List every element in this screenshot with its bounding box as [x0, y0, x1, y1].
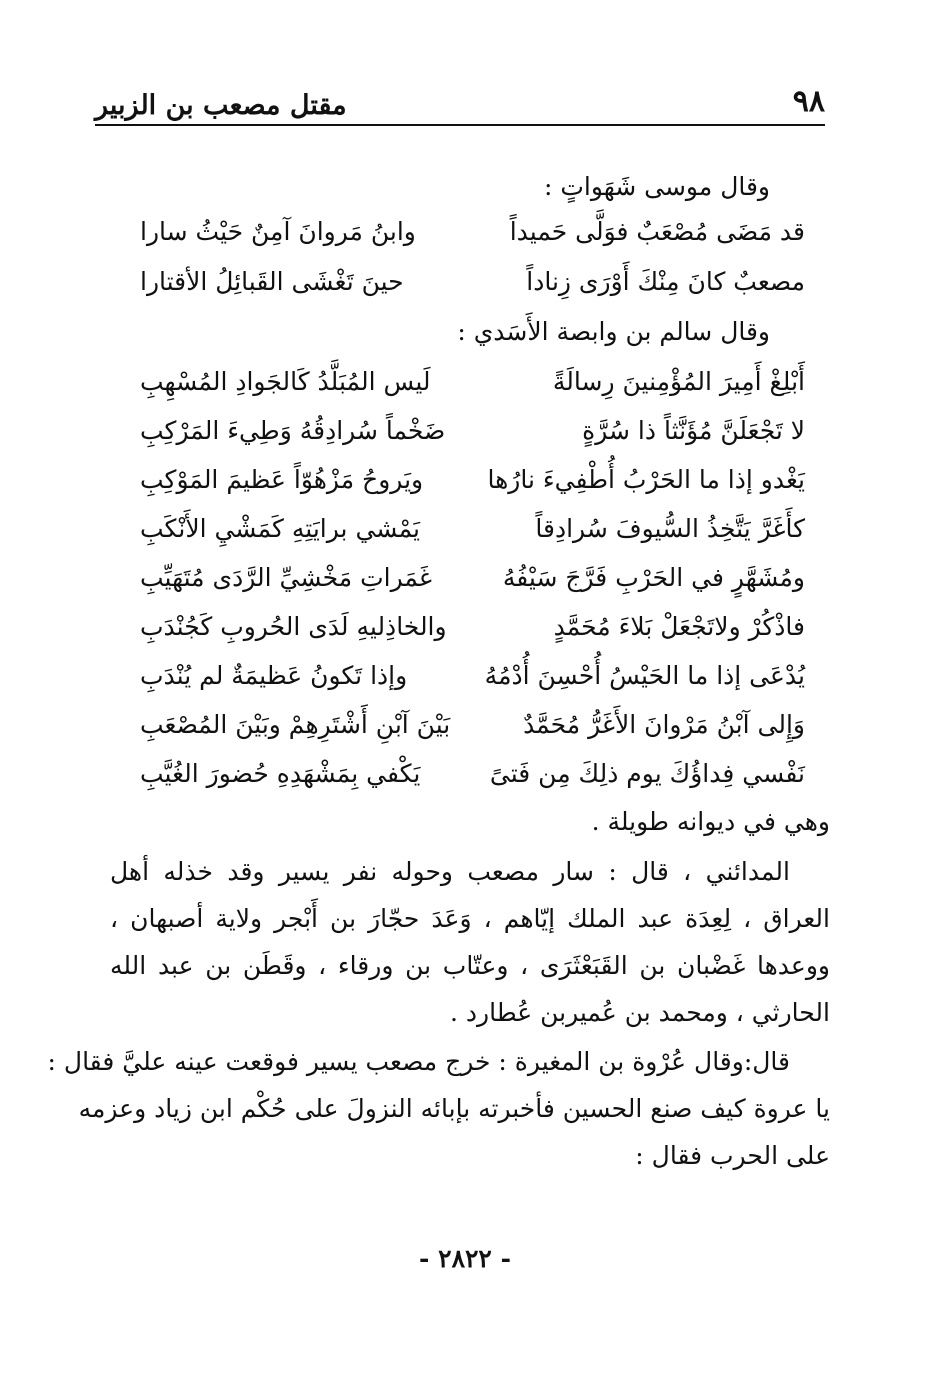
verse-line — [130, 558, 805, 598]
verse-first-hemistich: قد مَضَى مُصْعَبٌ فوَلَّى حَميداً — [509, 217, 805, 246]
verse-second-hemistich: ضَخْماً سُرادِقُهُ وَطِيءَ المَرْكِبِ — [140, 416, 446, 445]
verse-first-hemistich: فاذْكُرْ ولاتَجْعَلْ بَلاءَ مُحَمَّدٍ — [553, 612, 805, 641]
verse-first-hemistich: مصعبٌ كانَ مِنْكَ أَوْرَى زِناداً — [526, 267, 805, 296]
paragraph-line: ووعدها غَضْبان بن القَبَعْثَرَى ، وعتّاب بن ورقاء ، وقَطَن بن عبد الله — [110, 951, 830, 980]
verse-first-hemistich: ومُشَهَّرٍ في الحَرْبِ فَرَّجَ سَيْفُهُ — [502, 563, 805, 592]
header-rule — [95, 124, 825, 126]
verse-second-hemistich: حينَ تَغْشَى القَبائِلُ الأقتارا — [140, 267, 404, 296]
verse-line — [130, 509, 805, 549]
verse-line — [130, 754, 805, 794]
verse-second-hemistich: غَمَراتِ مَخْشِيِّ الرَّدَى مُتَهَيِّبِ — [140, 563, 432, 592]
page-number: ٩٨ — [792, 84, 825, 119]
verse-second-hemistich: يَمْشي برايَتِهِ كَمَشْيِ الأَنْكَبِ — [140, 514, 421, 543]
verse-line — [130, 212, 805, 252]
page-header — [95, 80, 825, 124]
paragraph-line: على الحرب فقال : — [635, 1141, 830, 1170]
verse-line — [130, 607, 805, 647]
verse-first-hemistich: يُدْعَى إذا ما الحَيْسُ أُحْسِنَ أُدْمُهُ — [484, 661, 805, 690]
verse-first-hemistich: وَإِلى آبْنُ مَرْوانَ الأَغَرُّ مُحَمَّدٌ — [523, 710, 805, 739]
verse-line — [130, 262, 805, 302]
verse-second-hemistich: وإذا تَكونُ عَظيمَةٌ لم يُنْدَبِ — [140, 661, 408, 690]
verse-second-hemistich: لَيس المُبَلَّدُ كَالجَوادِ المُسْهِبِ — [140, 367, 431, 396]
verse-first-hemistich: نَفْسي فِداؤُكَ يوم ذلِكَ مِن فَتىً — [489, 759, 805, 788]
folio-number: - ٢٨٢٢ - — [419, 1244, 511, 1273]
verse-second-hemistich: يَكْفي بِمَشْهَدِهِ حُضورَ الغُيَّبِ — [140, 759, 421, 788]
verse-line — [130, 656, 805, 696]
running-title: مقتل مصعب بن الزبير — [95, 90, 347, 121]
verse-second-hemistich: ويَروحُ مَزْهُوّاً عَظيمَ المَوْكِبِ — [140, 465, 424, 494]
paragraph-line: الحارثي ، ومحمد بن عُميربن عُطارد . — [450, 998, 830, 1027]
diwan-note: وهي في ديوانه طويلة . — [591, 807, 830, 836]
poem-intro-salim: وقال سالم بن وابصة الأَسَدي : — [457, 317, 770, 346]
paragraph-line: المدائني ، قال : سار مصعب وحوله نفر يسير وقد خذله أهل — [110, 857, 790, 886]
verse-line — [130, 362, 805, 402]
verse-second-hemistich: بَيْنَ آبْنِ أَشْتَرِهِمْ وبَيْنَ المُصْعَبِ — [140, 710, 451, 739]
verse-line — [130, 411, 805, 451]
verse-second-hemistich: وابنُ مَروانَ آمِنٌ حَيْثُ سارا — [140, 217, 416, 246]
paragraph-line: يا عروة كيف صنع الحسين فأخبرته بإبائه النزولَ على حُكْم ابن زياد وعزمه — [78, 1094, 830, 1123]
verse-first-hemistich: يَغْدو إذا ما الحَرْبُ أُطْفِيءَ نارُها — [487, 465, 805, 494]
verse-first-hemistich: أَبْلِغْ أَمِيرَ المُؤْمِنينَ رِسالَةً — [552, 367, 805, 396]
verse-first-hemistich: كأَغَرَّ يَتَّخِذُ السُّيوفَ سُرادِقاً — [535, 514, 805, 543]
paragraph-line: العراق ، لِعِدَة عبد الملك إيّاهم ، وَعَدَ حجّارَ بن أَبْجر ولاية أصبهان ، — [110, 904, 830, 933]
verse-line — [130, 705, 805, 745]
verse-line — [130, 460, 805, 500]
verse-first-hemistich: لا تَجْعَلَنَّ مُؤَنَّثاً ذا سُرَّةٍ — [582, 416, 805, 445]
paragraph-line: قال:وقال عُرْوة بن المغيرة : خرج مصعب يسير فوقعت عينه عليَّ فقال : — [47, 1047, 790, 1076]
poem-intro-musa: وقال موسى شَهَواتٍ : — [543, 172, 770, 201]
verse-second-hemistich: والخاذِليهِ لَدَى الحُروبِ كَجُنْدَبِ — [140, 612, 447, 641]
